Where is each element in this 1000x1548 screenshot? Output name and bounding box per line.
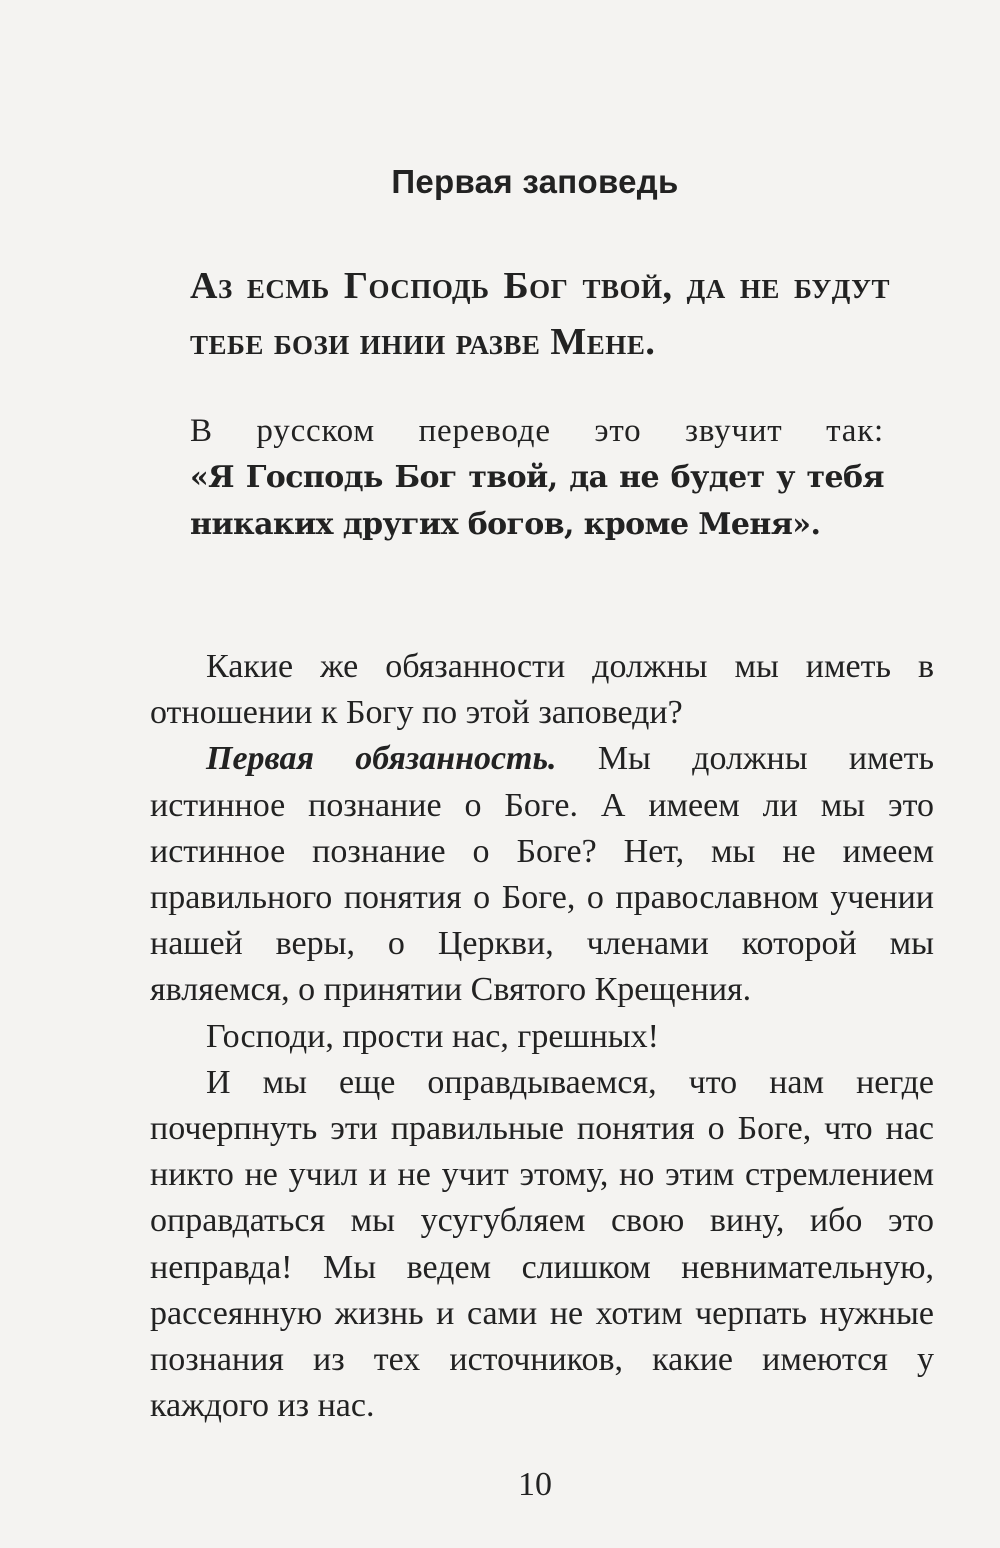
paragraph-first-duty	[150, 736, 934, 1013]
paragraph-justification: И мы еще оправдываемся, что нам негде почерпнуть эти правильные понятия о Боге, что нас никто не учил и не учит этому, но этим стремлением оправдаться мы усугубляем свою вину, ибо это неправда! Мы ведем слишком невнимательную, рассеянную жизнь и сами не хотим черпать нужные познания из тех источников, какие имеются у каждого из нас.	[150, 1063, 934, 1425]
commandment-slavonic: Аз есмь Господь Бог твой, да не будут тебе бози инии разве Мене.	[190, 265, 890, 363]
translation-lead: В русском переводе это звучит так:	[190, 413, 884, 449]
first-duty-text: Мы должны иметь истинное познание о Боге. А имеем ли мы это истинное познание о Боге? Нет, мы не имеем правильного понятия о Боге, о православном учении нашей веры, о Церкви, членами которой мы являемся, о принятии Святого Крещения.	[150, 740, 934, 1009]
first-duty-heading: Первая обязанность.	[206, 740, 557, 778]
translation-quote: «Я Господь Бог твой, да не будет у тебя никаких других богов, кроме Меня».	[190, 460, 884, 542]
translation-block	[190, 408, 884, 548]
paragraph-prayer: Господи, прости нас, грешных!	[206, 1017, 659, 1055]
paragraph-question: Какие же обязанности должны мы иметь в отношении к Богу по этой заповеди?	[150, 648, 934, 732]
page-number: 10	[518, 1466, 552, 1503]
body-text	[150, 644, 934, 1429]
chapter-title: Первая заповедь	[391, 163, 679, 200]
